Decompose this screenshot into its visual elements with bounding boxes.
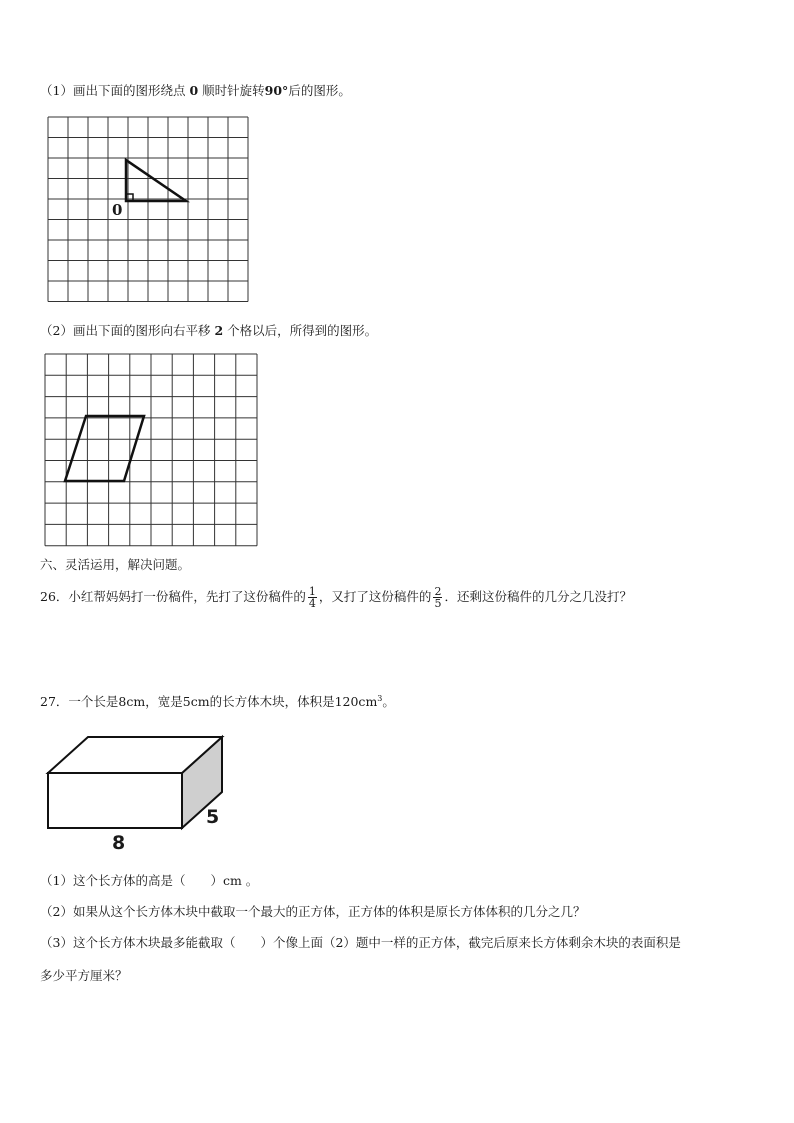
q27-sub3-line1: （3）这个长方体木块最多能截取（ ）个像上面（2）题中一样的正方体，截完后原来长方体剩余木块的表面积是 <box>40 935 681 950</box>
right-triangle <box>126 160 186 201</box>
q27-sub1: （1）这个长方体的高是（ ）cm 。 <box>40 873 259 888</box>
origin-point-label: 0 <box>112 201 123 219</box>
q27-volume: 120cm <box>334 694 378 709</box>
part2-count: 2 <box>214 323 224 338</box>
q26-number: 26． <box>40 589 69 604</box>
part1-point: 0 <box>189 83 199 98</box>
rotation-grid <box>46 115 250 310</box>
q26-text-b: ，又打了这份稿件的 <box>318 589 432 604</box>
q27-width: 5cm <box>182 694 210 709</box>
cuboid-front-face <box>48 773 182 828</box>
part1-instruction <box>40 81 351 101</box>
q27-text-d: 。 <box>382 694 395 709</box>
q27-sub3-line2: 多少平方厘米？ <box>40 968 128 983</box>
translation-grid <box>44 352 262 548</box>
q27-volume-exponent: 3 <box>377 694 383 703</box>
part1-end: 后的图形。 <box>288 83 351 98</box>
q26-text-c: ．还剩这份稿件的几分之几没打？ <box>444 589 632 604</box>
parallelogram <box>65 416 144 481</box>
part1-text: 画出下面的图形绕点 <box>72 83 186 98</box>
q27-number: 27． <box>40 694 69 709</box>
part2-instruction <box>40 321 377 341</box>
part2-label: （2） <box>40 323 73 338</box>
cuboid-figure <box>44 730 230 834</box>
q26-text-a: 小红帮妈妈打一份稿件，先打了这份稿件的 <box>68 589 306 604</box>
q27-text-a: 一个长是 <box>68 694 119 709</box>
frac2-den: 5 <box>434 597 442 610</box>
section-title: 六、灵活运用，解决问题。 <box>40 557 191 572</box>
part1-rest: 顺时针旋转 <box>202 83 265 98</box>
q27-length: 8cm <box>118 694 146 709</box>
cuboid-length-label: 8 <box>112 832 126 854</box>
frac2-num: 2 <box>434 585 442 598</box>
q27-sub2: （2）如果从这个长方体木块中截取一个最大的正方体，正方体的体积是原长方体体积的几分之几？ <box>40 904 586 919</box>
fraction-two-fifths <box>433 586 442 609</box>
cuboid-width-label: 5 <box>206 806 220 828</box>
q27-text-c: 的长方体木块，体积是 <box>209 694 335 709</box>
part1-angle: 90° <box>264 83 289 98</box>
part2-rest: 个格以后，所得到的图形。 <box>227 323 378 338</box>
frac1-den: 4 <box>308 597 316 610</box>
question-27 <box>40 692 395 712</box>
fraction-one-fourth <box>308 586 317 609</box>
part2-text: 画出下面的图形向右平移 <box>72 323 211 338</box>
frac1-num: 1 <box>308 585 316 598</box>
part1-label: （1） <box>40 83 73 98</box>
q27-text-b: ，宽是 <box>145 694 183 709</box>
question-26 <box>40 586 632 609</box>
